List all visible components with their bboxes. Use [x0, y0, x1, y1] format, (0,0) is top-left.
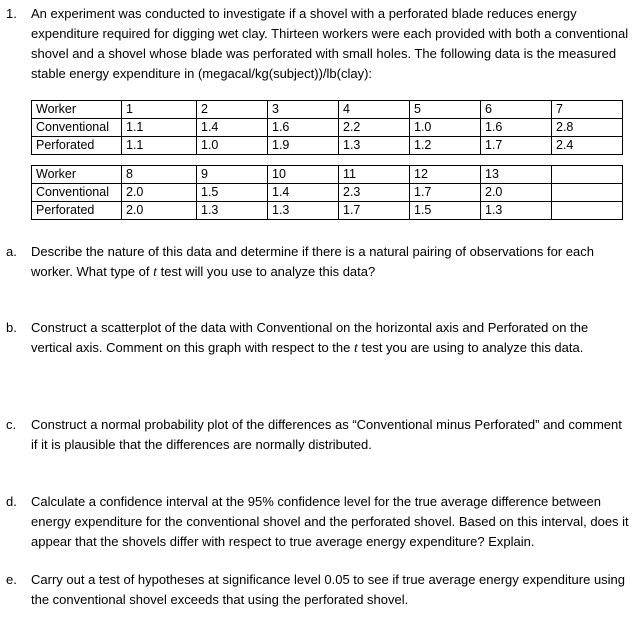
table-cell [552, 202, 623, 220]
part-text: Carry out a test of hypotheses at significance level 0.05 to see if true average energy expenditure using the conventional shovel exceeds that using the perforated shovel. [31, 572, 626, 607]
table-cell: 5 [410, 101, 481, 119]
table-cell: 1.3 [197, 202, 268, 220]
part-label: d. [6, 494, 17, 509]
table-row-perforated [32, 137, 623, 155]
table-cell: 1.5 [410, 202, 481, 220]
table-cell: 1.1 [122, 119, 197, 137]
part-text [31, 318, 630, 359]
table-cell: 7 [552, 101, 623, 119]
table-cell: 1.0 [410, 119, 481, 137]
part-text: Calculate a confidence interval at the 95% confidence level for the true average difference between energy expenditure for the conventional shovel and the perforated shovel. Based on this interval, does it appear that the shovels differ with respect to true average energy expenditure? Explain. [31, 494, 629, 549]
part-d [6, 492, 630, 552]
table-cell: Conventional [32, 119, 122, 137]
table-cell: 2.2 [339, 119, 410, 137]
table-cell: 1.6 [481, 119, 552, 137]
table-cell: 12 [410, 166, 481, 184]
table-cell: 1.7 [410, 184, 481, 202]
table-cell: 1.9 [268, 137, 339, 155]
question-1 [6, 4, 630, 84]
part-a [6, 242, 630, 283]
table-cell [552, 166, 623, 184]
part-b [6, 318, 630, 359]
table-cell: 1.2 [410, 137, 481, 155]
t-variable: t [353, 341, 358, 356]
part-text-end: test will you use to analyze this data? [157, 264, 376, 279]
table-cell: 1.3 [268, 202, 339, 220]
table-cell: 1.4 [197, 119, 268, 137]
table-cell: 11 [339, 166, 410, 184]
table-cell: 2.0 [122, 184, 197, 202]
table-cell: 4 [339, 101, 410, 119]
table-cell: Perforated [32, 202, 122, 220]
table-row-conventional [32, 184, 623, 202]
table-cell: 1.7 [339, 202, 410, 220]
table-cell: Worker [32, 101, 122, 119]
part-text: Construct a normal probability plot of the differences as “Conventional minus Perforated” and comment if it is plausible that the differences are normally distributed. [31, 417, 622, 452]
data-table-workers-8-13 [31, 165, 623, 220]
part-label: c. [6, 417, 17, 432]
table-cell: 6 [481, 101, 552, 119]
table-cell: 2.3 [339, 184, 410, 202]
table-cell: 1.6 [268, 119, 339, 137]
table-row-conventional [32, 119, 623, 137]
part-text-end: test you are using to analyze this data. [357, 340, 584, 355]
t-variable: t [153, 265, 157, 280]
question-number: 1. [6, 6, 17, 21]
table-cell: 1 [122, 101, 197, 119]
part-c [6, 415, 630, 455]
table-cell: 1.1 [122, 137, 197, 155]
part-text-start: Describe the nature of this data and determine if there is a natural pairing of observations for each worker. What type of [31, 244, 594, 279]
table-cell: Worker [32, 166, 122, 184]
table-cell: 1.3 [481, 202, 552, 220]
table-cell: 3 [268, 101, 339, 119]
table-cell: 2.8 [552, 119, 623, 137]
table-cell: 10 [268, 166, 339, 184]
table-cell: 13 [481, 166, 552, 184]
table-cell: 2.0 [481, 184, 552, 202]
table-cell: Perforated [32, 137, 122, 155]
data-table-workers-1-7 [31, 100, 623, 155]
table-cell: 2 [197, 101, 268, 119]
table-cell: 1.0 [197, 137, 268, 155]
part-e [6, 570, 630, 610]
part-text [31, 242, 630, 283]
table-cell: 2.4 [552, 137, 623, 155]
table-cell: 1.5 [197, 184, 268, 202]
part-label: b. [6, 320, 17, 335]
table-row-perforated [32, 202, 623, 220]
part-label: a. [6, 244, 17, 259]
table-cell: 9 [197, 166, 268, 184]
table-cell: 1.7 [481, 137, 552, 155]
table-cell [552, 184, 623, 202]
table-row-worker [32, 166, 623, 184]
table-row-worker [32, 101, 623, 119]
table-cell: 1.4 [268, 184, 339, 202]
part-text-start: Construct a scatterplot of the data with Conventional on the horizontal axis and Perforated on the vertical axis. Comment on this graph with respect to the [31, 320, 589, 355]
question-text: An experiment was conducted to investigate if a shovel with a perforated blade reduces energy expenditure required for digging wet clay. Thirteen workers were each provided with both a conventional shovel and a shovel whose blade was perforated with small holes. The following data is the measured stable energy expenditure in (megacal/kg(subject))/lb(clay): [31, 6, 629, 81]
table-cell: Conventional [32, 184, 122, 202]
table-cell: 2.0 [122, 202, 197, 220]
part-label: e. [6, 572, 17, 587]
table-cell: 8 [122, 166, 197, 184]
table-cell: 1.3 [339, 137, 410, 155]
